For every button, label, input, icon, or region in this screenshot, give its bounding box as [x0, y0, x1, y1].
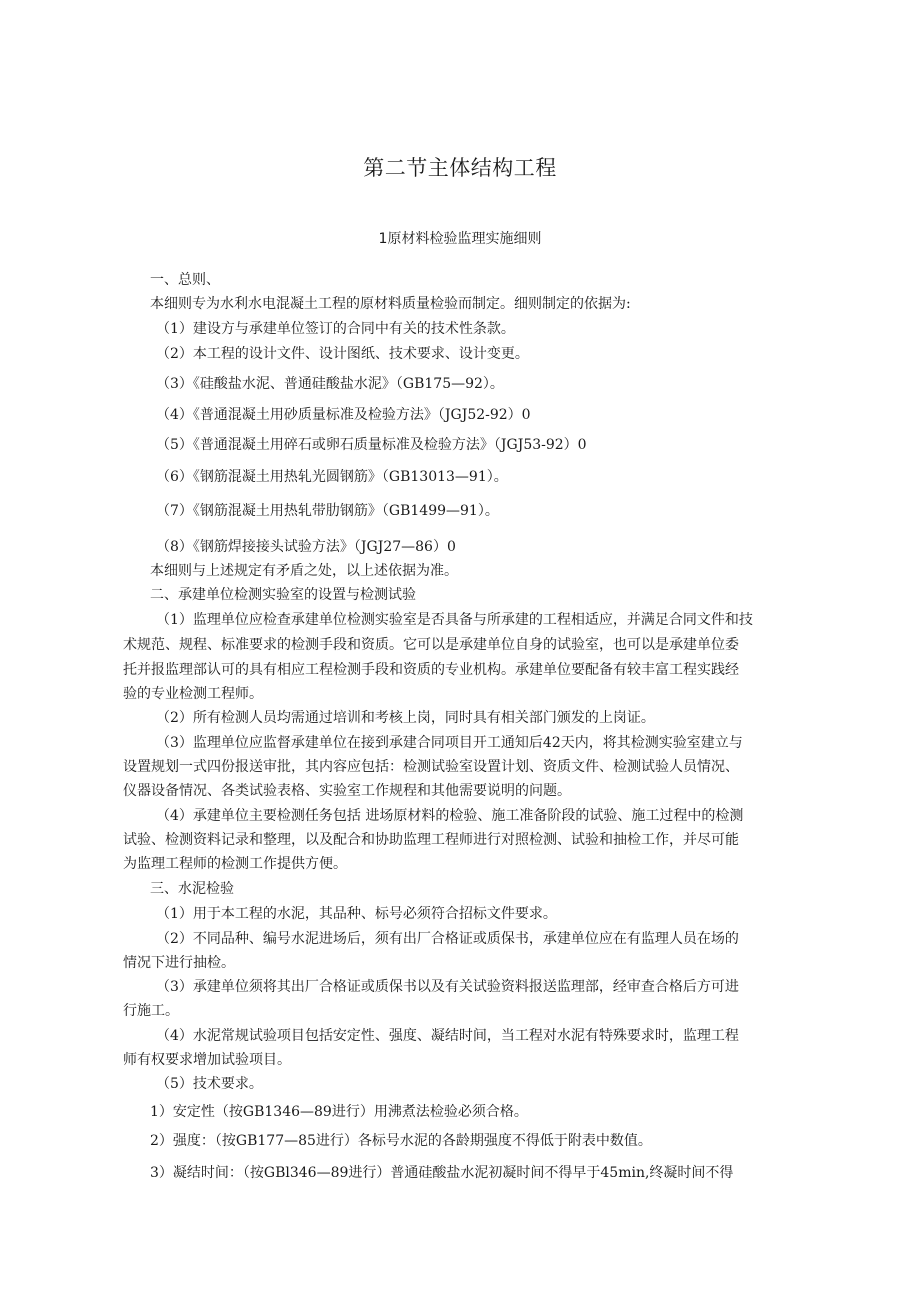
heading-general: 一、总则、 [150, 272, 220, 288]
list-item: （2）本工程的设计文件、设计图纸、技术要求、设计变更。 [156, 346, 529, 362]
paragraph-line: 仪器设备情况、各类试验表格、实验室工作规程和其他需要说明的问题。 [123, 783, 571, 799]
paragraph-line: 本细则专为水利水电混凝土工程的原材料质量检验而制定。细则制定的依据为: [150, 296, 631, 312]
list-item: （5）《普通混凝土用碎石或卵石质量标准及检验方法》（JGJ53-92）0 [156, 437, 587, 453]
paragraph-line: 验的专业检测工程师。 [123, 686, 263, 702]
paragraph-line: （1）用于本工程的水泥，其品种、标号必须符合招标文件要求。 [156, 906, 557, 922]
list-item: （7）《钢筋混凝土用热轧带肋钢筋》（GB1499—91）。 [156, 503, 499, 519]
paragraph-line: （4）承建单位主要检测任务包括 进场原材料的检验、施工准备阶段的试验、施工过程中的检测 [156, 808, 744, 824]
list-item: （4）《普通混凝土用砂质量标准及检验方法》（JGJ52-92）0 [156, 407, 531, 423]
paragraph-line: 情况下进行抽检。 [123, 955, 235, 971]
paragraph-line: 试验、检测资料记录和整理，以及配合和协助监理工程师进行对照检测、试验和抽检工作，并尽可能 [123, 832, 739, 848]
paragraph-line: 为监理工程师的检测工作提供方便。 [123, 856, 347, 872]
paragraph-line: 本细则与上述规定有矛盾之处，以上述依据为准。 [150, 563, 458, 579]
paragraph-line: （5）技术要求。 [156, 1076, 263, 1092]
paragraph-line: 行施工。 [123, 1003, 179, 1019]
paragraph-line: 3）凝结时间：（按GBl346—89进行）普通硅酸盐水泥初凝时间不得早于45min,终凝时间不得 [150, 1165, 734, 1181]
list-item: （6）《钢筋混凝土用热轧光圆钢筋》（GB13013—91）。 [156, 469, 508, 485]
paragraph-line: 师有权要求增加试验项目。 [123, 1052, 291, 1068]
paragraph-line: 托并报监理部认可的具有相应工程检测手段和资质的专业机构。承建单位要配备有较丰富工程实践经 [123, 662, 739, 678]
paragraph-line: 术规范、规程、标准要求的检测手段和资质。它可以是承建单位自身的试验室，也可以是承建单位委 [123, 637, 739, 653]
paragraph-line: （2）所有检测人员均需通过培训和考核上岗，同时具有相关部门颁发的上岗证。 [156, 710, 655, 726]
list-item: （1）建设方与承建单位签订的合同中有关的技术性条款。 [156, 321, 515, 337]
section-subtitle: 1原材料检验监理实施细则 [378, 231, 542, 247]
heading-lab-setup: 二、承建单位检测实验室的设置与检测试验 [150, 587, 416, 603]
page-title: 第二节主体结构工程 [363, 156, 557, 180]
list-item: （8）《钢筋焊接接头试验方法》（JGJ27—86）0 [156, 539, 456, 555]
heading-cement: 三、水泥检验 [150, 881, 234, 897]
list-item: （3）《硅酸盐水泥、普通硅酸盐水泥》（GB175—92）。 [156, 376, 504, 392]
paragraph-line: （2）不同品种、编号水泥进场后，须有出厂合格证或质保书，承建单位应在有监理人员在场的 [156, 931, 739, 947]
paragraph-line: （1）监理单位应检查承建单位检测实验室是否具备与所承建的工程相适应，并满足合同文件和技 [156, 612, 753, 628]
paragraph-line: （3）监理单位应监督承建单位在接到承建合同项目开工通知后42天内，将其检测实验室建立与 [156, 735, 743, 751]
paragraph-line: 1）安定性（按GB1346—89进行）用沸煮法检验必须合格。 [150, 1104, 528, 1120]
paragraph-line: （4）水泥常规试验项目包括安定性、强度、凝结时间，当工程对水泥有特殊要求时，监理工程 [156, 1028, 739, 1044]
paragraph-line: （3）承建单位须将其出厂合格证或质保书以及有关试验资料报送监理部，经审查合格后方可进 [156, 979, 739, 995]
paragraph-line: 设置规划一式四份报送审批，其内容应包括：检测试验室设置计划、资质文件、检测试验人员情况、 [123, 759, 739, 775]
paragraph-line: 2）强度：（按GB177—85进行）各标号水泥的各龄期强度不得低于附表中数值。 [150, 1133, 652, 1149]
